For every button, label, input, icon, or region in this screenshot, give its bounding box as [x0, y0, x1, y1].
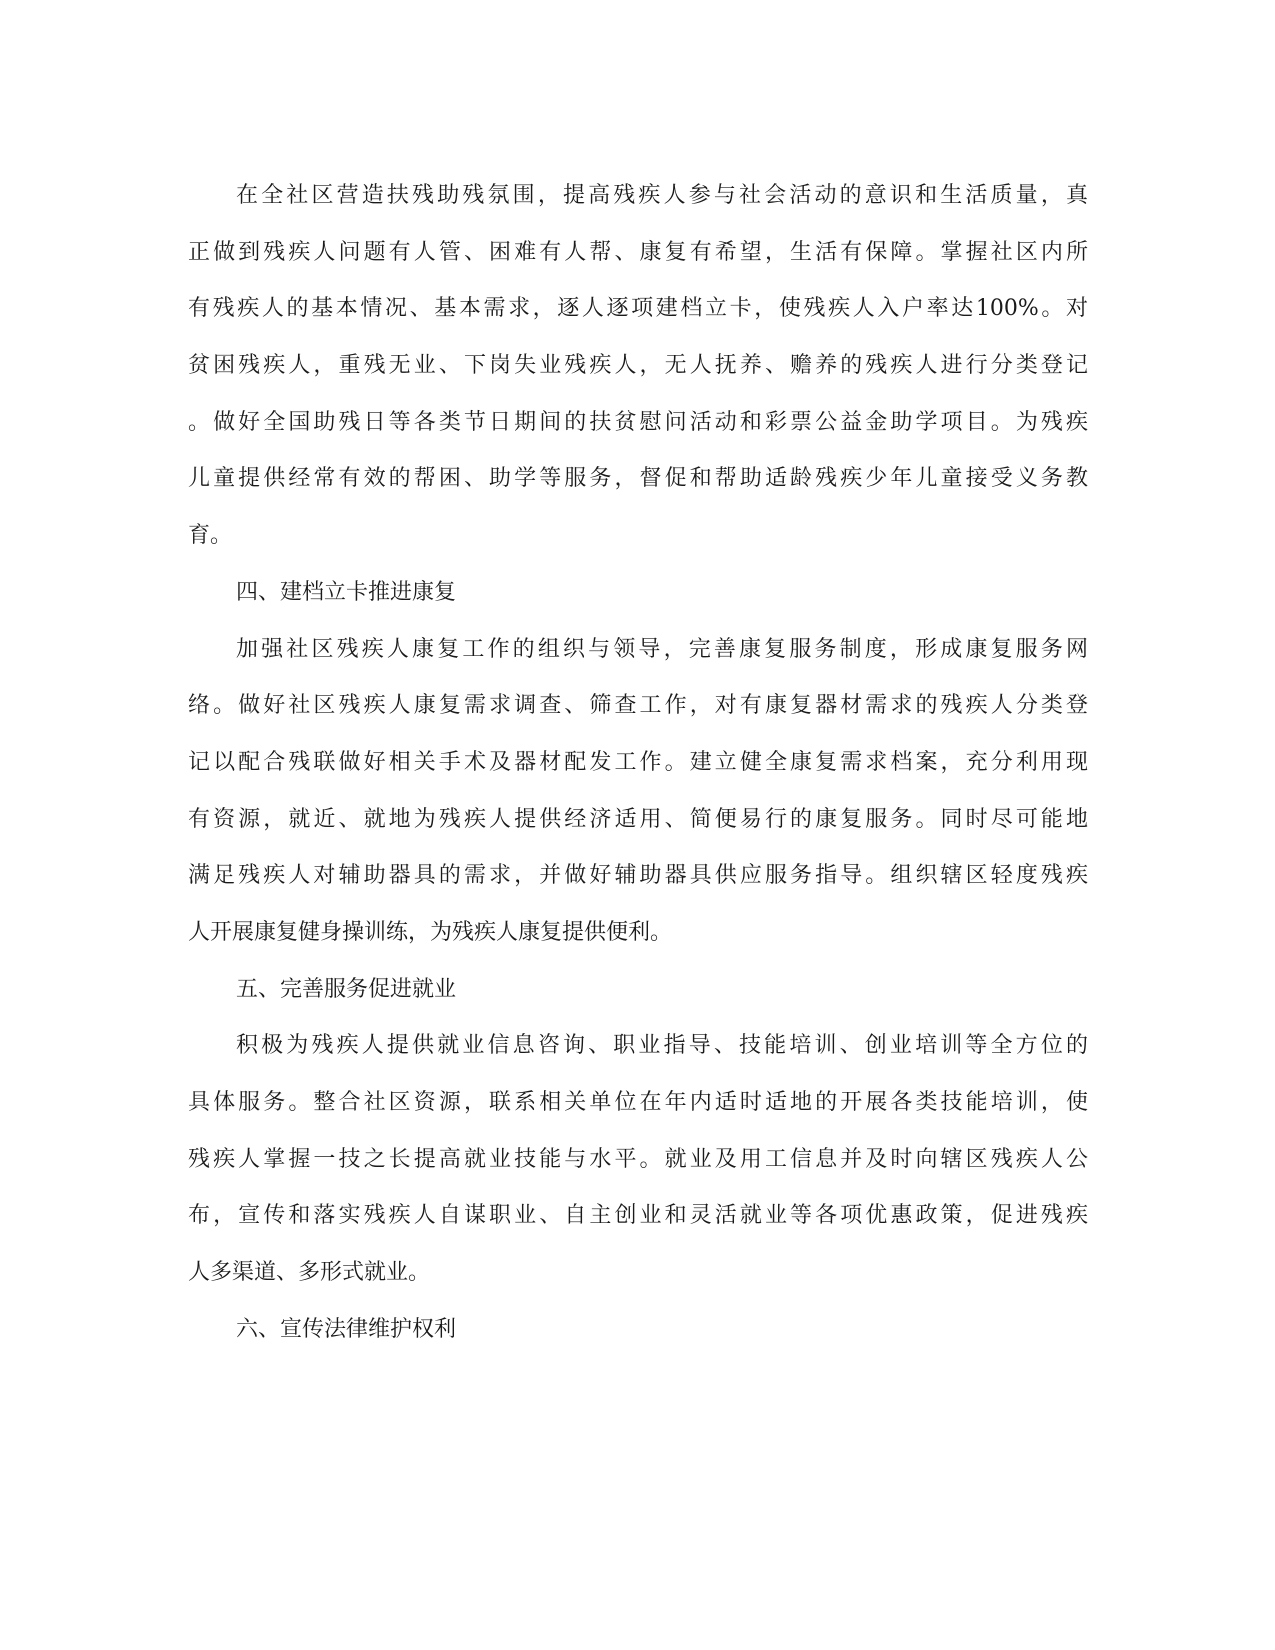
section-heading: 五、完善服务促进就业 [236, 976, 457, 1002]
text-line: 残疾人掌握一技之长提高就业技能与水平。就业及用工信息并及时向辖区残疾人公 [188, 1146, 1088, 1172]
text-line: 。做好全国助残日等各类节日期间的扶贫慰问活动和彩票公益金助学项目。为残疾 [188, 409, 1088, 435]
text-line: 络。做好社区残疾人康复需求调查、筛查工作，对有康复器材需求的残疾人分类登 [188, 693, 1088, 719]
text-line: 积极为残疾人提供就业信息咨询、职业指导、技能培训、创业培训等全方位的 [236, 1033, 1088, 1059]
document-body [188, 168, 1088, 1358]
text-line: 记以配合残联做好相关手术及器材配发工作。建立健全康复需求档案，充分利用现 [188, 749, 1088, 775]
section-heading: 六、宣传法律维护权利 [236, 1316, 457, 1342]
text-line: 有资源，就近、就地为残疾人提供经济适用、简便易行的康复服务。同时尽可能地 [188, 806, 1088, 832]
text-line: 儿童提供经常有效的帮困、助学等服务，督促和帮助适龄残疾少年儿童接受义务教 [188, 466, 1088, 492]
text-line: 在全社区营造扶残助残氛围，提高残疾人参与社会活动的意识和生活质量，真 [236, 183, 1088, 208]
section-heading: 四、建档立卡推进康复 [236, 579, 457, 605]
text-line: 满足残疾人对辅助器具的需求，并做好辅助器具供应服务指导。组织辖区轻度残疾 [188, 863, 1088, 889]
text-line: 具体服务。整合社区资源，联系相关单位在年内适时适地的开展各类技能培训，使 [188, 1090, 1088, 1115]
text-line: 加强社区残疾人康复工作的组织与领导，完善康复服务制度，形成康复服务网 [236, 636, 1088, 662]
text-line: 人多渠道、多形式就业。 [188, 1260, 431, 1286]
text-line: 贫困残疾人，重残无业、下岗失业残疾人，无人抚养、赡养的残疾人进行分类登记 [188, 353, 1088, 379]
text-line: 正做到残疾人问题有人管、困难有人帮、康复有希望，生活有保障。掌握社区内所 [188, 239, 1088, 265]
text-line: 人开展康复健身操训练，为残疾人康复提供便利。 [188, 919, 673, 945]
text-line: 育。 [188, 523, 233, 549]
text-line: 有残疾人的基本情况、基本需求，逐人逐项建档立卡，使残疾人入户率达100%。对 [188, 296, 1088, 322]
text-line: 布，宣传和落实残疾人自谋职业、自主创业和灵活就业等各项优惠政策，促进残疾 [188, 1203, 1088, 1229]
